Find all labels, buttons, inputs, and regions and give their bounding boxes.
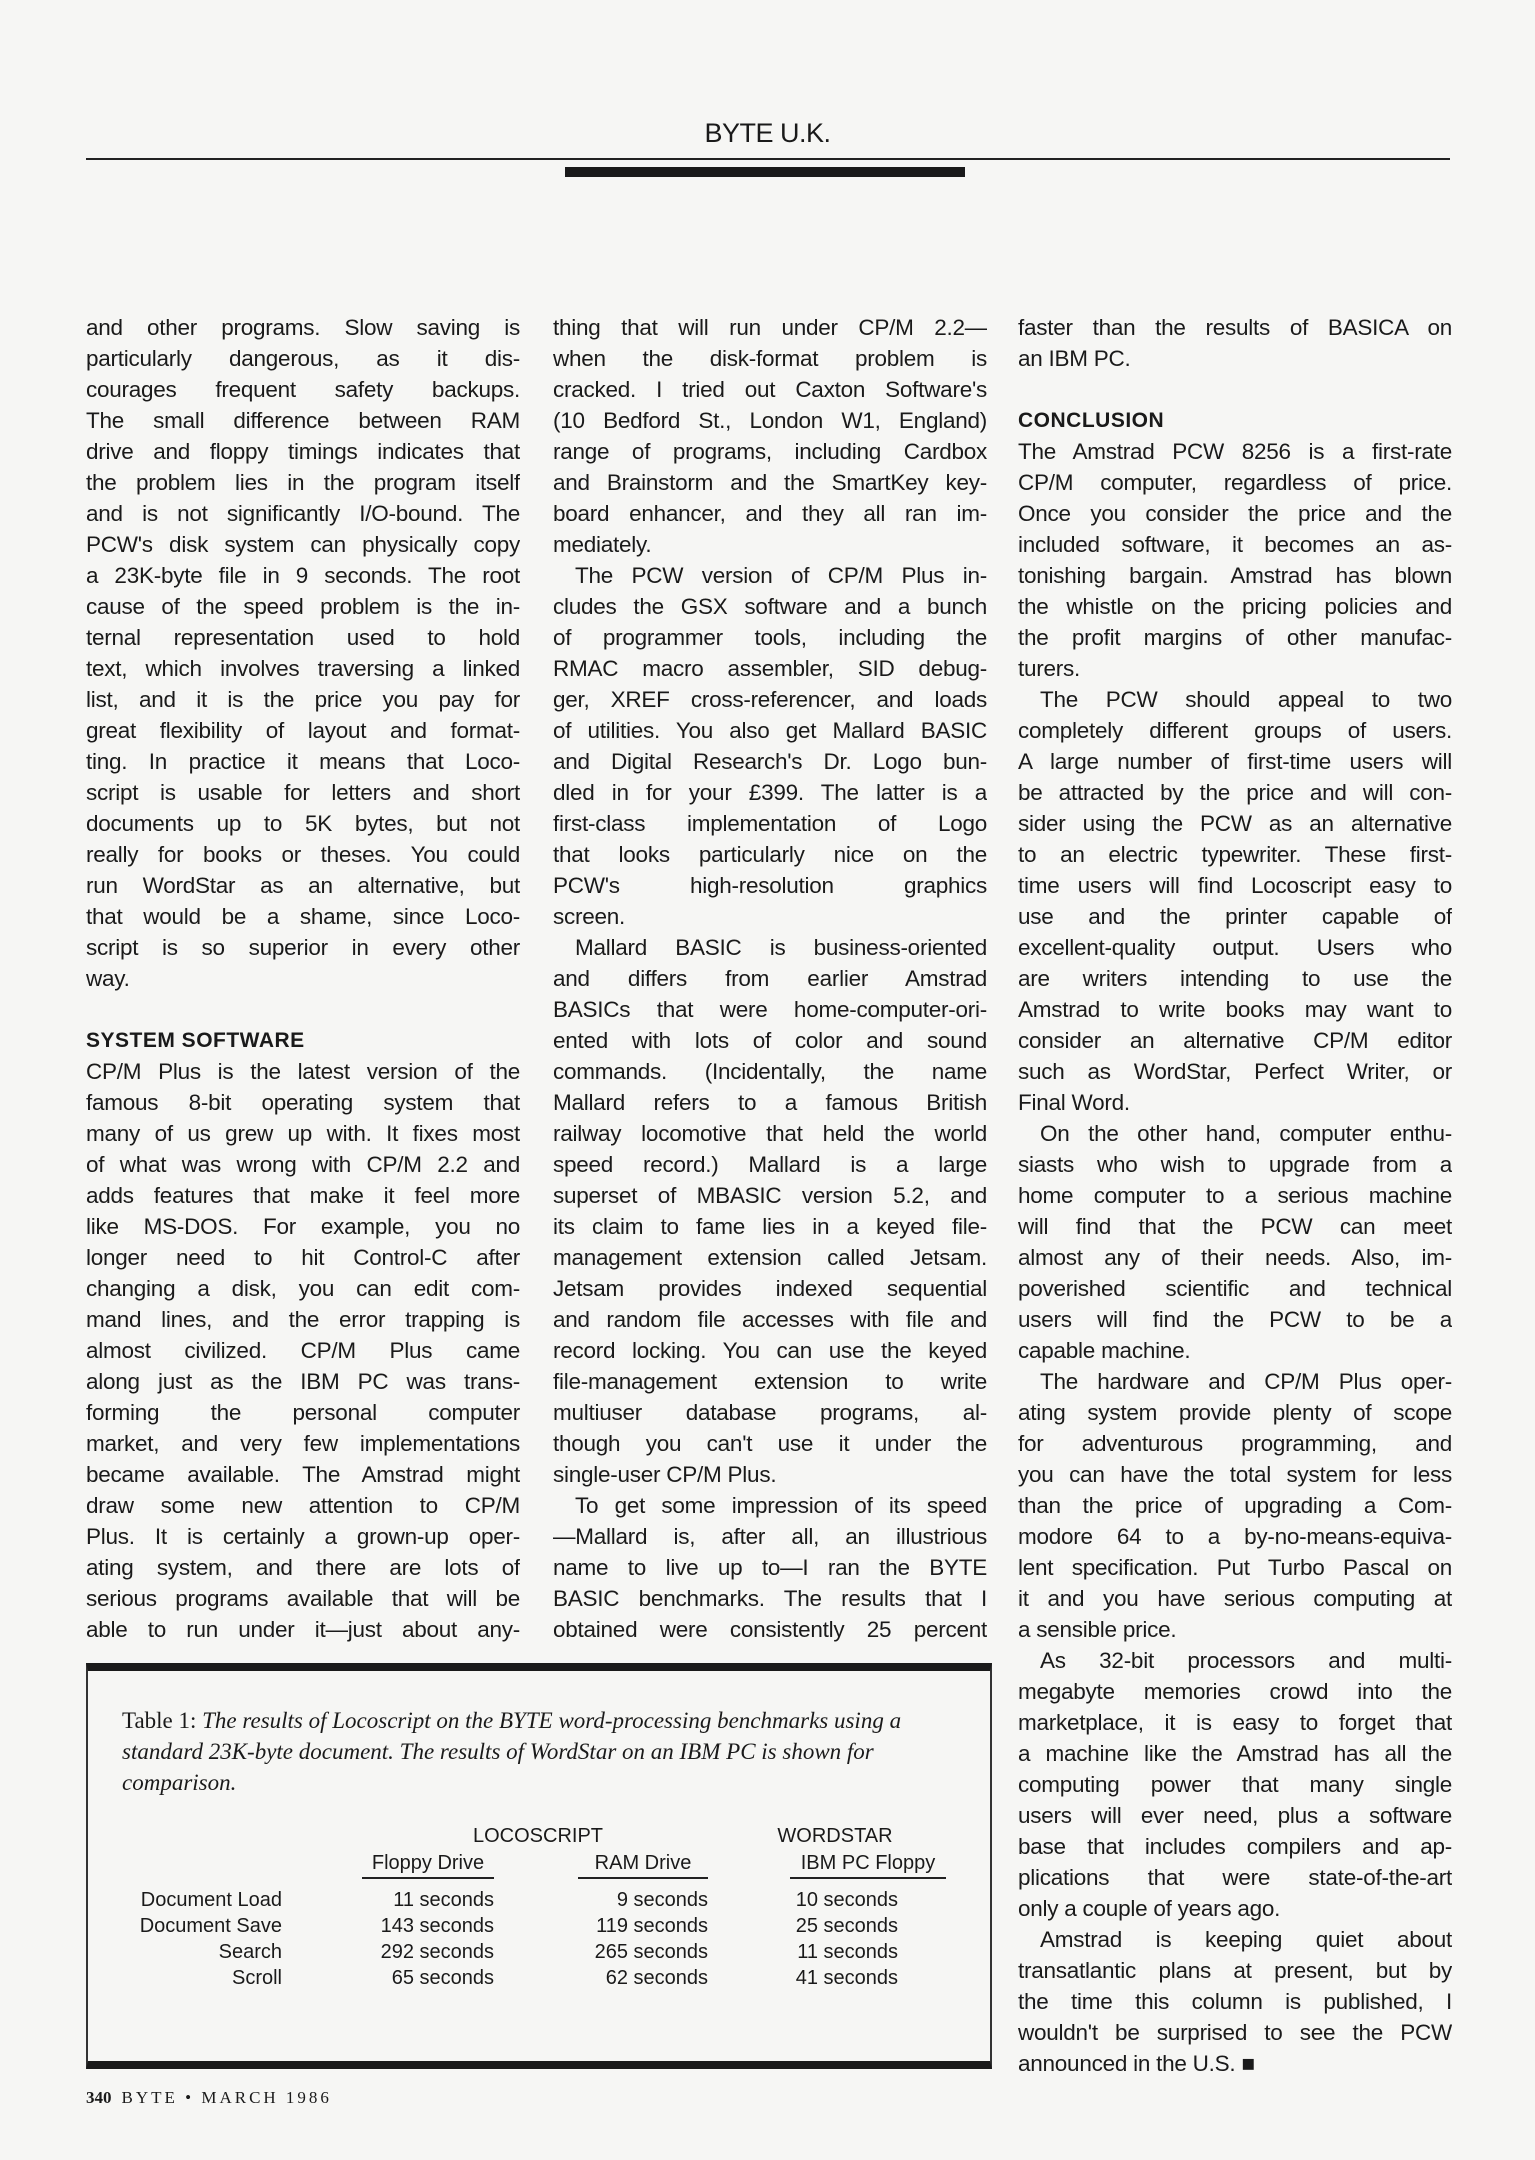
- text-line: cause of the speed problem is the in-: [86, 594, 520, 619]
- text-line: thing that will run under CP/M 2.2—: [553, 315, 987, 340]
- text-line: plications that were state-of-the-art: [1018, 1865, 1452, 1890]
- text-column-1: [86, 312, 520, 1645]
- text-line: name to live up to—I ran the BYTE: [553, 1555, 987, 1580]
- text-line: file-management extension to write: [553, 1369, 987, 1394]
- text-line: text, which involves traversing a linked: [86, 656, 520, 681]
- section-heading: CONCLUSION: [1018, 409, 1165, 432]
- text-line: users will find the PCW to be a: [1018, 1307, 1452, 1332]
- text-line: Plus. It is certainly a grown-up oper-: [86, 1524, 520, 1549]
- text-line: first-class implementation of Logo: [553, 811, 987, 836]
- text-line: the profit margins of other manufac-: [1018, 625, 1452, 650]
- text-line: and is not significantly I/O-bound. The: [86, 501, 520, 526]
- text-line: script is usable for letters and short: [86, 780, 520, 805]
- text-line: and Brainstorm and the SmartKey key-: [553, 470, 987, 495]
- text-line: included software, it becomes an as-: [1018, 532, 1452, 557]
- group-header-wordstar: WORDSTAR: [777, 1825, 893, 1847]
- text-line: longer need to hit Control-C after: [86, 1245, 520, 1270]
- table-cell: 119 seconds: [596, 1915, 708, 1937]
- text-line: for adventurous programming, and: [1018, 1431, 1452, 1456]
- spacer: [1018, 374, 1452, 405]
- text-line: CP/M computer, regardless of price.: [1018, 470, 1452, 495]
- text-line: BASIC benchmarks. The results that I: [553, 1586, 987, 1611]
- text-line: screen.: [553, 904, 626, 929]
- text-line: Jetsam provides indexed sequential: [553, 1276, 987, 1301]
- text-line: such as WordStar, Perfect Writer, or: [1018, 1059, 1452, 1084]
- text-line: ger, XREF cross-referencer, and loads: [553, 687, 987, 712]
- text-line: range of programs, including Cardbox: [553, 439, 987, 464]
- table-cell: 41 seconds: [795, 1967, 898, 1989]
- text-line: (10 Bedford St., London W1, England): [553, 408, 987, 433]
- text-line: will find that the PCW can meet: [1018, 1214, 1452, 1239]
- text-line: single-user CP/M Plus.: [553, 1462, 777, 1487]
- text-line: siasts who wish to upgrade from a: [1018, 1152, 1452, 1177]
- text-line: list, and it is the price you pay for: [86, 687, 520, 712]
- text-line: PCW's high-resolution graphics: [553, 873, 987, 898]
- text-line: a machine like the Amstrad has all the: [1018, 1741, 1452, 1766]
- text-line: superset of MBASIC version 5.2, and: [553, 1183, 987, 1208]
- text-line: use and the printer capable of: [1018, 904, 1452, 929]
- text-line: capable machine.: [1018, 1338, 1191, 1363]
- text-line: commands. (Incidentally, the name: [553, 1059, 987, 1084]
- text-line: almost civilized. CP/M Plus came: [86, 1338, 520, 1363]
- text-line: record locking. You can use the keyed: [553, 1338, 987, 1363]
- text-line: marketplace, it is easy to forget that: [1018, 1710, 1452, 1735]
- text-line: RMAC macro assembler, SID debug-: [553, 656, 987, 681]
- text-line: of programmer tools, including the: [553, 625, 987, 650]
- text-line: a 23K-byte file in 9 seconds. The root: [86, 563, 520, 588]
- text-line: board enhancer, and they all ran im-: [553, 501, 987, 526]
- table-cell: 9 seconds: [616, 1889, 708, 1911]
- text-line: completely different groups of users.: [1018, 718, 1452, 743]
- text-line: PCW's disk system can physically copy: [86, 532, 520, 557]
- col-header-floppy: Floppy Drive: [362, 1852, 494, 1879]
- text-line: obtained were consistently 25 percent: [553, 1617, 987, 1642]
- text-line: consider an alternative CP/M editor: [1018, 1028, 1452, 1053]
- text-line: became available. The Amstrad might: [86, 1462, 520, 1487]
- text-line: modore 64 to a by-no-means-equiva-: [1018, 1524, 1452, 1549]
- text-line: As 32-bit processors and multi-: [1040, 1648, 1452, 1673]
- row-label: Document Save: [139, 1915, 282, 1937]
- spacer: [86, 994, 520, 1025]
- text-line: management extension called Jetsam.: [553, 1245, 987, 1270]
- group-header-locoscript: LOCOSCRIPT: [472, 1825, 604, 1847]
- text-line: base that includes compilers and ap-: [1018, 1834, 1452, 1859]
- text-line: the problem lies in the program itself: [86, 470, 520, 495]
- text-line: transatlantic plans at present, but by: [1018, 1958, 1452, 1983]
- table-cell: 10 seconds: [795, 1889, 898, 1911]
- text-line: faster than the results of BASICA on: [1018, 315, 1452, 340]
- table-cell: 143 seconds: [380, 1915, 494, 1937]
- text-line: On the other hand, computer enthu-: [1040, 1121, 1452, 1146]
- text-line: and random file accesses with file and: [553, 1307, 987, 1332]
- row-label: Scroll: [231, 1967, 282, 1989]
- text-line: great flexibility of layout and format-: [86, 718, 520, 743]
- table-caption-text: The results of Locoscript on the BYTE word-processing benchmarks using a standard 23K-byte document. The results of WordStar on an IBM PC is shown for comparison.: [122, 1708, 902, 1795]
- table-cell: 11 seconds: [797, 1941, 898, 1963]
- table-cell: 65 seconds: [391, 1967, 494, 1989]
- text-line: drive and floppy timings indicates that: [86, 439, 520, 464]
- text-line: —Mallard is, after all, an illustrious: [553, 1524, 987, 1549]
- footer-text: BYTE • MARCH 1986: [121, 2088, 332, 2107]
- text-line: ating system, and there are lots of: [86, 1555, 520, 1580]
- text-line: The hardware and CP/M Plus oper-: [1040, 1369, 1452, 1394]
- row-label: Document Load: [140, 1889, 282, 1911]
- text-line: mand lines, and the error trapping is: [86, 1307, 520, 1332]
- text-line: Once you consider the price and the: [1018, 501, 1452, 526]
- text-line: and Digital Research's Dr. Logo bun-: [553, 749, 987, 774]
- text-line: The small difference between RAM: [86, 408, 520, 433]
- col-header-ram: RAM Drive: [578, 1852, 708, 1879]
- text-line: courages frequent safety backups.: [86, 377, 520, 402]
- text-line: than the price of upgrading a Com-: [1018, 1493, 1452, 1518]
- text-line: you can have the total system for less: [1018, 1462, 1452, 1487]
- text-column-2: [553, 312, 987, 1645]
- text-line: famous 8-bit operating system that: [86, 1090, 520, 1115]
- text-line: megabyte memories crowd into the: [1018, 1679, 1452, 1704]
- table-label: Table 1:: [122, 1708, 197, 1733]
- text-line: that looks particularly nice on the: [553, 842, 987, 867]
- text-line: excellent-quality output. Users who: [1018, 935, 1452, 960]
- text-line: able to run under it—just about any-: [86, 1617, 520, 1642]
- text-line: an IBM PC.: [1018, 346, 1131, 371]
- text-line: forming the personal computer: [86, 1400, 520, 1425]
- text-line: ented with lots of color and sound: [553, 1028, 987, 1053]
- text-line: Mallard refers to a famous British: [553, 1090, 987, 1115]
- text-line: run WordStar as an alternative, but: [86, 873, 520, 898]
- text-line: really for books or theses. You could: [86, 842, 520, 867]
- text-line: ting. In practice it means that Loco-: [86, 749, 520, 774]
- text-line: serious programs available that will be: [86, 1586, 520, 1611]
- text-line: The PCW version of CP/M Plus in-: [575, 563, 987, 588]
- text-line: BASICs that were home-computer-ori-: [553, 997, 987, 1022]
- text-line: along just as the IBM PC was trans-: [86, 1369, 520, 1394]
- text-line: Final Word.: [1018, 1090, 1130, 1115]
- header-bar: [565, 167, 965, 177]
- table-cell: 62 seconds: [605, 1967, 708, 1989]
- text-line: when the disk-format problem is: [553, 346, 987, 371]
- text-line: mediately.: [553, 532, 652, 557]
- col-header-ibm: IBM PC Floppy: [790, 1852, 946, 1879]
- text-line: though you can't use it under the: [553, 1431, 987, 1456]
- text-line: and differs from earlier Amstrad: [553, 966, 987, 991]
- text-line: CP/M Plus is the latest version of the: [86, 1059, 520, 1084]
- text-line: draw some new attention to CP/M: [86, 1493, 520, 1518]
- text-line: Mallard BASIC is business-oriented: [575, 935, 987, 960]
- text-line: and other programs. Slow saving is: [86, 315, 520, 340]
- text-line: ternal representation used to hold: [86, 625, 520, 650]
- text-line: poverished scientific and technical: [1018, 1276, 1452, 1301]
- text-line: of utilities. You also get Mallard BASIC: [553, 718, 987, 743]
- header-rule: [86, 158, 1450, 160]
- text-line: way.: [86, 966, 130, 991]
- text-line: particularly dangerous, as it dis-: [86, 346, 520, 371]
- text-line: many of us grew up with. It fixes most: [86, 1121, 520, 1146]
- text-line: turers.: [1018, 656, 1081, 681]
- text-line: the time this column is published, I: [1018, 1989, 1452, 2014]
- benchmark-table: [86, 1663, 992, 2069]
- text-line: to an electric typewriter. These first-: [1018, 842, 1452, 867]
- text-line: wouldn't be surprised to see the PCW: [1018, 2020, 1452, 2045]
- text-line: of what was wrong with CP/M 2.2 and: [86, 1152, 520, 1177]
- text-line: cracked. I tried out Caxton Software's: [553, 377, 987, 402]
- text-line: it and you have serious computing at: [1018, 1586, 1452, 1611]
- text-column-3: [1018, 312, 1452, 2079]
- text-line: sider using the PCW as an alternative: [1018, 811, 1452, 836]
- text-line: lent specification. Put Turbo Pascal on: [1018, 1555, 1452, 1580]
- text-line: script is so superior in every other: [86, 935, 520, 960]
- table-caption: [122, 1705, 962, 1798]
- text-line: are writers intending to use the: [1018, 966, 1452, 991]
- text-line: railway locomotive that held the world: [553, 1121, 987, 1146]
- table-cell: 25 seconds: [795, 1915, 898, 1937]
- text-line: A large number of first-time users will: [1018, 749, 1452, 774]
- running-header: BYTE U.K.: [704, 118, 831, 148]
- text-line: documents up to 5K bytes, but not: [86, 811, 520, 836]
- text-line: home computer to a serious machine: [1018, 1183, 1452, 1208]
- text-line: The Amstrad PCW 8256 is a first-rate: [1018, 439, 1452, 464]
- text-line: a sensible price.: [1018, 1617, 1177, 1642]
- page-number: 340: [86, 2088, 112, 2107]
- text-line: dled in for your £399. The latter is a: [553, 780, 987, 805]
- text-line: changing a disk, you can edit com-: [86, 1276, 520, 1301]
- text-line: its claim to fame lies in a keyed file-: [553, 1214, 987, 1239]
- text-line: ating system provide plenty of scope: [1018, 1400, 1452, 1425]
- text-line: computing power that many single: [1018, 1772, 1452, 1797]
- text-line: almost any of their needs. Also, im-: [1018, 1245, 1452, 1270]
- text-line: Amstrad is keeping quiet about: [1040, 1927, 1452, 1952]
- text-line: tonishing bargain. Amstrad has blown: [1018, 563, 1452, 588]
- text-line: like MS-DOS. For example, you no: [86, 1214, 520, 1239]
- text-line: users will ever need, plus a software: [1018, 1803, 1452, 1828]
- page-footer: [86, 2088, 332, 2108]
- text-line: that would be a shame, since Loco-: [86, 904, 520, 929]
- text-line: The PCW should appeal to two: [1040, 687, 1452, 712]
- table-cell: 11 seconds: [393, 1889, 494, 1911]
- row-label: Search: [218, 1941, 282, 1963]
- text-line: speed record.) Mallard is a large: [553, 1152, 987, 1177]
- text-line: adds features that make it feel more: [86, 1183, 520, 1208]
- table-cell: 265 seconds: [594, 1941, 708, 1963]
- text-line: only a couple of years ago.: [1018, 1896, 1281, 1921]
- text-line: market, and very few implementations: [86, 1431, 520, 1456]
- table-cell: 292 seconds: [380, 1941, 494, 1963]
- text-line: Amstrad to write books may want to: [1018, 997, 1452, 1022]
- text-line: announced in the U.S. ■: [1018, 2051, 1255, 2076]
- text-line: the whistle on the pricing policies and: [1018, 594, 1452, 619]
- section-heading: SYSTEM SOFTWARE: [86, 1029, 305, 1052]
- text-line: cludes the GSX software and a bunch: [553, 594, 987, 619]
- text-line: be attracted by the price and will con-: [1018, 780, 1452, 805]
- text-line: time users will find Locoscript easy to: [1018, 873, 1452, 898]
- text-line: To get some impression of its speed: [575, 1493, 987, 1518]
- text-line: multiuser database programs, al-: [553, 1400, 987, 1425]
